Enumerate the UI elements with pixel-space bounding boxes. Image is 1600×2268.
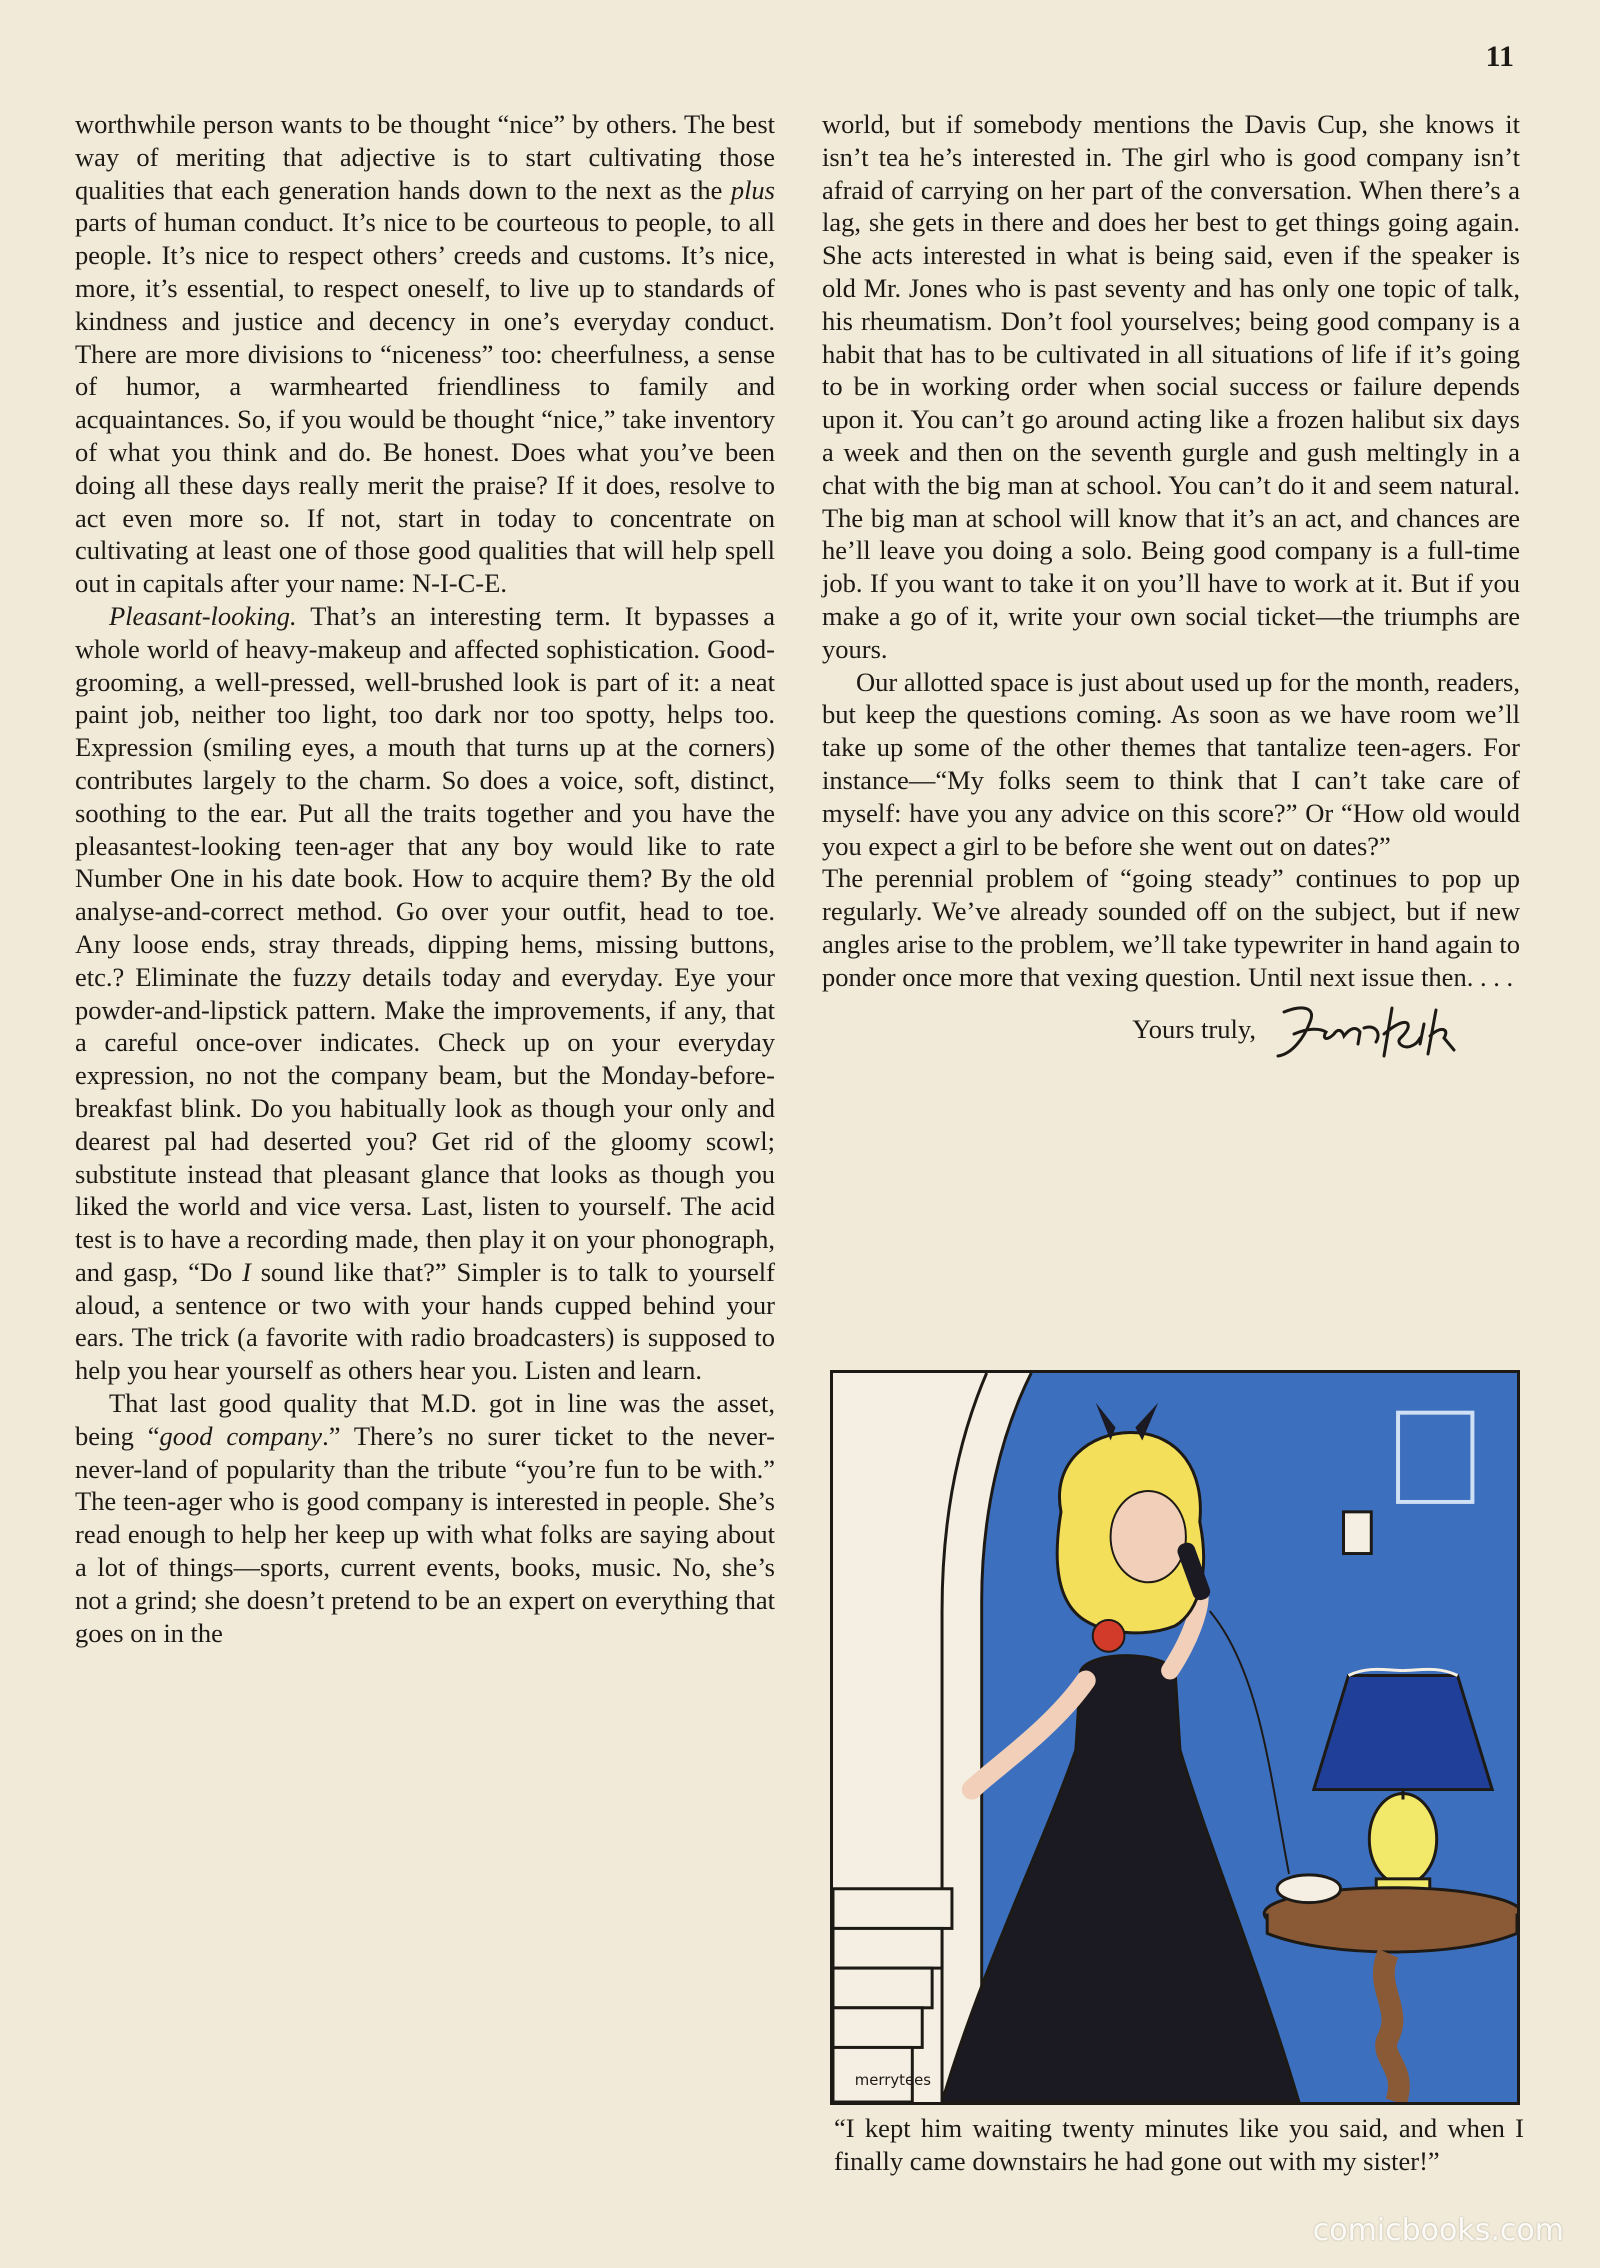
- watermark: comicbooks.com: [1312, 2213, 1564, 2248]
- artist-signature: merrytees: [854, 2071, 932, 2090]
- girl-on-telephone-drawing: [833, 1373, 1517, 2102]
- paragraph-good-company-cont: world, but if somebody mentions the Davis Cup, she knows it isn’t tea he’s interested in. The girl who is good company isn’t afraid of carrying on her part of the conversation. When there’s a lag, she gets in there and does her best to get things going again. She acts interested in what is being said, even if the speaker is old Mr. Jones who is past seventy and has only one topic of talk, his rheumatism. Don’t fool yourselves; being good company is a habit that has to be cultivated in all situations of life if it’s going to be in working order when social success or failure depends upon it. You can’t go around acting like a frozen halibut six days a week and then on the seventh gurgle and gush meltingly in a chat with the big man at school. You can’t do it and seem natural. The big man at school will know that it’s an act, and chances are he’ll leave you doing a solo. Being good company is a full-time job. If you want to take it on you’ll have to work at it. But if you make a go of it, write your own social ticket—the triumphs are yours.: [822, 109, 1520, 664]
- handwritten-signature: [1264, 998, 1514, 1062]
- paragraph-pleasant-looking: Pleasant-looking. That’s an interesting term. It bypasses a whole world of heavy-makeup and affected sophistication. Good-grooming, a well-pressed, well-brushed look is part of it: a neat paint job, neither too light, too dark nor too spotty, helps too. Expression (smiling eyes, a mouth that turns up at the corners) contributes largely to the charm. So does a voice, soft, distinct, soothing to the ear. Put all the traits together and you have the pleasantest-looking teen-ager that any boy would like to rate Number One in his date book. How to acquire them? By the old analyse-and-correct method. Go over your outfit, head to toe. Any loose ends, stray threads, dipping hems, missing buttons, etc.? Eliminate the fuzzy details today and everyday. Eye your powder-and-lipstick pattern. Make the improvements, if any, that a careful once-over indicates. Check up on your everyday expression, no not the company beam, but the Monday-before-breakfast blink. Do you habitually look as though your only and dearest pal had deserted you? Get rid of the gloomy scowl; substitute instead that pleasant glance that looks as though you liked the world and vice versa. Last, listen to yourself. The acid test is to have a recording made, then play it on your phonograph, and gasp, “Do I sound like that?” Simpler is to talk to yourself aloud, a sentence or two with your hands cupped behind your ears. The trick (a favorite with radio broadcasters) is supposed to help you hear yourself as others hear you. Listen and learn.: [75, 600, 775, 1386]
- page-number: 11: [1485, 40, 1514, 73]
- paragraph-nice: worthwhile person wants to be thought “nice” by others. The best way of meriting that adjective is to start cultivating those qualities that each generation hands down to the next as the plus parts of human conduct. It’s nice to be courteous to people, to all people. It’s nice to respect others’ creeds and customs. It’s nice, more, it’s essential, to respect oneself, to live up to standards of kindness and justice and decency in one’s everyday conduct. There are more divisions to “niceness” too: cheerfulness, a sense of humor, a warmhearted friendliness to family and acquaintances. So, if you would be thought “nice,” take inventory of what you think and do. Be honest. Does what you’ve been doing all these days really merit the praise? If it does, resolve to act even more so. If not, start in today to concentrate on cultivating at least one of those good qualities that will help spell out in capitals after your name: N-I-C-E.: [75, 109, 775, 599]
- paragraph-going-steady: The perennial problem of “going steady” continues to pop up regularly. We’ve already sounded off on the subject, but if new angles arise to the problem, we’ll take typewriter in hand again to ponder once more that vexing question. Until next issue then. . . .: [822, 863, 1520, 992]
- paragraph-good-company: That last good quality that M.D. got in line was the asset, being “good company.” There’s no surer ticket to the never-never-land of popularity than the tribute “you’re fun to be with.” The teen-ager who is good company is interested in people. She’s read enough to help her keep up with what folks are saying about a lot of things—sports, current events, books, music. No, she’s not a grind; she doesn’t pretend to be an expert on everything that goes on in the: [75, 1388, 775, 1648]
- right-column: [822, 108, 1520, 1062]
- closing-text: Yours truly,: [1132, 1014, 1256, 1045]
- lamp-base: [1369, 1794, 1436, 1885]
- light-switch: [1344, 1512, 1372, 1554]
- red-corsage: [1093, 1620, 1125, 1652]
- face: [1111, 1491, 1186, 1582]
- paragraph-allotted-space: Our allotted space is just about used up for the month, readers, but keep the questions coming. As soon as we have room we’ll take up some of the other themes that tantalize teen-agers. For instance—“My folks seem to think that I can’t take care of myself: have you any advice on this score?” Or “How old would you expect a girl to be before she went out on dates?”: [822, 666, 1520, 861]
- left-column: [75, 108, 775, 1649]
- signature-line: [822, 998, 1520, 1062]
- comic-illustration: [830, 1370, 1520, 2105]
- illustration-caption: “I kept him waiting twenty minutes like you said, and when I finally came downstairs he had gone out with my sister!”: [834, 2113, 1524, 2176]
- telephone-base: [1277, 1875, 1340, 1903]
